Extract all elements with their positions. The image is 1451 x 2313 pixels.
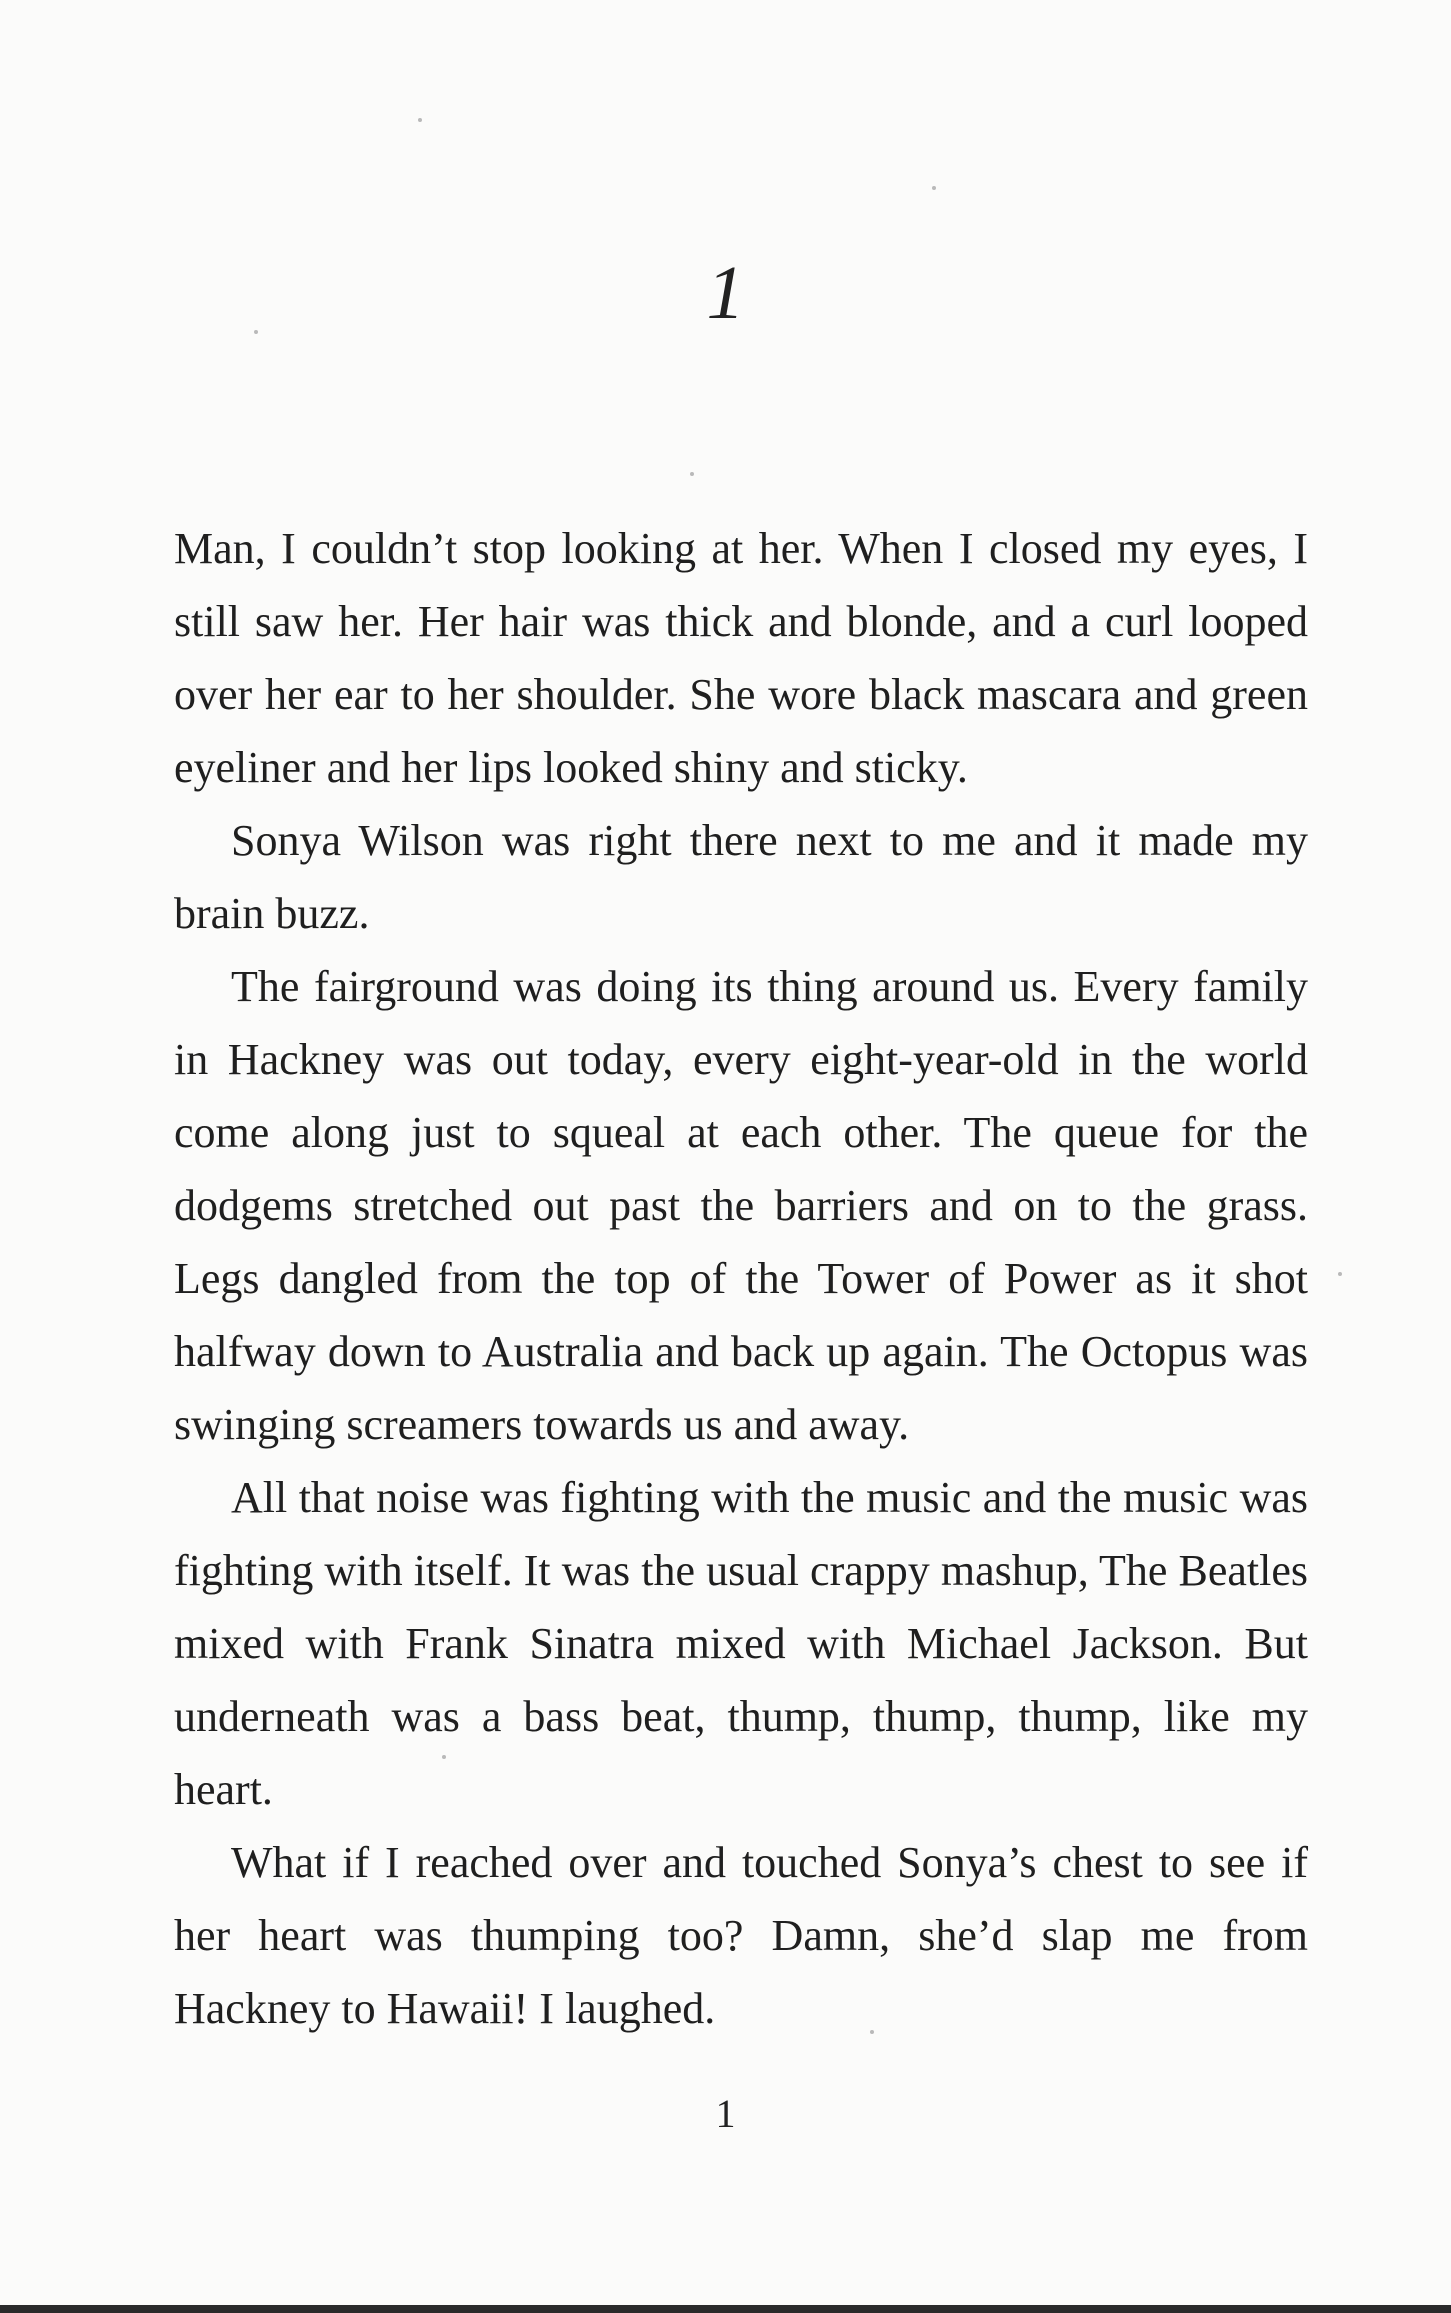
scan-speck xyxy=(418,118,422,122)
scan-speck xyxy=(690,472,694,476)
paragraph: Man, I couldn’t stop looking at her. When I closed my eyes, I still saw her. Her hair was thick and blonde, and a curl looped over her ear to her shoulder. She wore black mascara and green eyeliner and her lips looked shiny and sticky. xyxy=(174,524,1308,792)
scan-bottom-edge xyxy=(0,2305,1451,2313)
page-number: 1 xyxy=(715,2091,736,2136)
scan-speck xyxy=(1338,1272,1342,1276)
paragraph: All that noise was fighting with the music and the music was fighting with itself. It was the usual crappy mashup, The Beatles mixed with Frank Sinatra mixed with Michael Jackson. But underneath was a bass beat, thump, thump, thump, like my heart. xyxy=(174,1473,1308,1814)
paragraph: Sonya Wilson was right there next to me and it made my brain buzz. xyxy=(174,816,1308,938)
scan-speck xyxy=(254,330,258,334)
paragraph: What if I reached over and touched Sonya’s chest to see if her heart was thumping too? Damn, she’d slap me from Hackney to Hawaii! I laughed. xyxy=(174,1838,1308,2033)
scan-speck xyxy=(442,1755,446,1759)
chapter-body xyxy=(174,512,1308,2045)
chapter-number: 1 xyxy=(706,251,745,335)
paragraph: The fairground was doing its thing around us. Every family in Hackney was out today, every eight-year-old in the world come along just to squeal at each other. The queue for the dodgems stretched out past the barriers and on to the grass. Legs dangled from the top of the Tower of Power as it shot halfway down to Australia and back up again. The Octopus was swinging screamers towards us and away. xyxy=(174,962,1308,1449)
scan-speck xyxy=(870,2030,874,2034)
scan-speck xyxy=(932,186,936,190)
